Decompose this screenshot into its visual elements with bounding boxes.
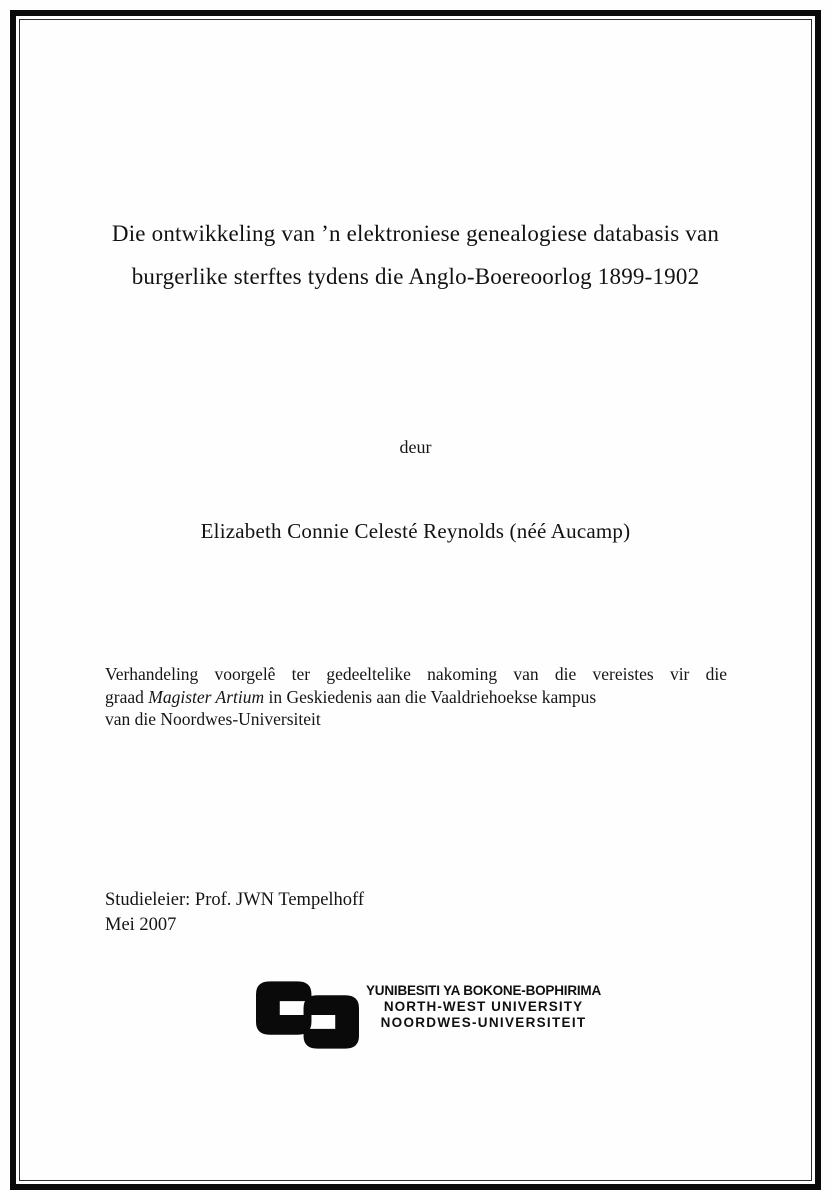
author-name: Elizabeth Connie Celesté Reynolds (néé Aucamp) [200, 519, 631, 543]
byline-deur: deur [399, 437, 432, 457]
university-name-afrikaans: NOORDWES-UNIVERSITEIT [380, 1015, 587, 1030]
degree-name-italic: Magister Artium [148, 686, 265, 707]
degree-statement-line-1: Verhandeling voorgelê ter gedeeltelike nakoming van die vereistes vir die [105, 664, 727, 684]
supervisor-line: Studieleier: Prof. JWN Tempelhoff [105, 890, 365, 910]
degree-statement [105, 663, 727, 731]
date-line: Mei 2007 [105, 915, 177, 935]
degree-statement-line-2-post: in Geskiedenis aan die Vaaldriehoekse kampus [264, 686, 597, 707]
university-name-english: NORTH-WEST UNIVERSITY [383, 999, 584, 1014]
university-name-setswana: YUNIBESITI YA BOKONE-BOPHIRIMA [366, 983, 602, 998]
degree-statement-line-2 [105, 686, 727, 709]
degree-statement-line-2-pre: graad [105, 686, 149, 707]
supervisor-block [105, 888, 364, 938]
thesis-title [60, 212, 771, 298]
university-logo-text [366, 983, 601, 1031]
thesis-title-line-1: Die ontwikkeling van ’n elektroniese genealogiese databasis van [111, 221, 720, 246]
thesis-title-line-2: burgerlike sterftes tydens die Anglo-Boereoorlog 1899-1902 [131, 264, 700, 289]
nwu-interlocked-links-icon [256, 981, 359, 1049]
university-logo [256, 981, 601, 1049]
degree-statement-line-3: van die Noordwes-Universiteit [105, 709, 321, 729]
